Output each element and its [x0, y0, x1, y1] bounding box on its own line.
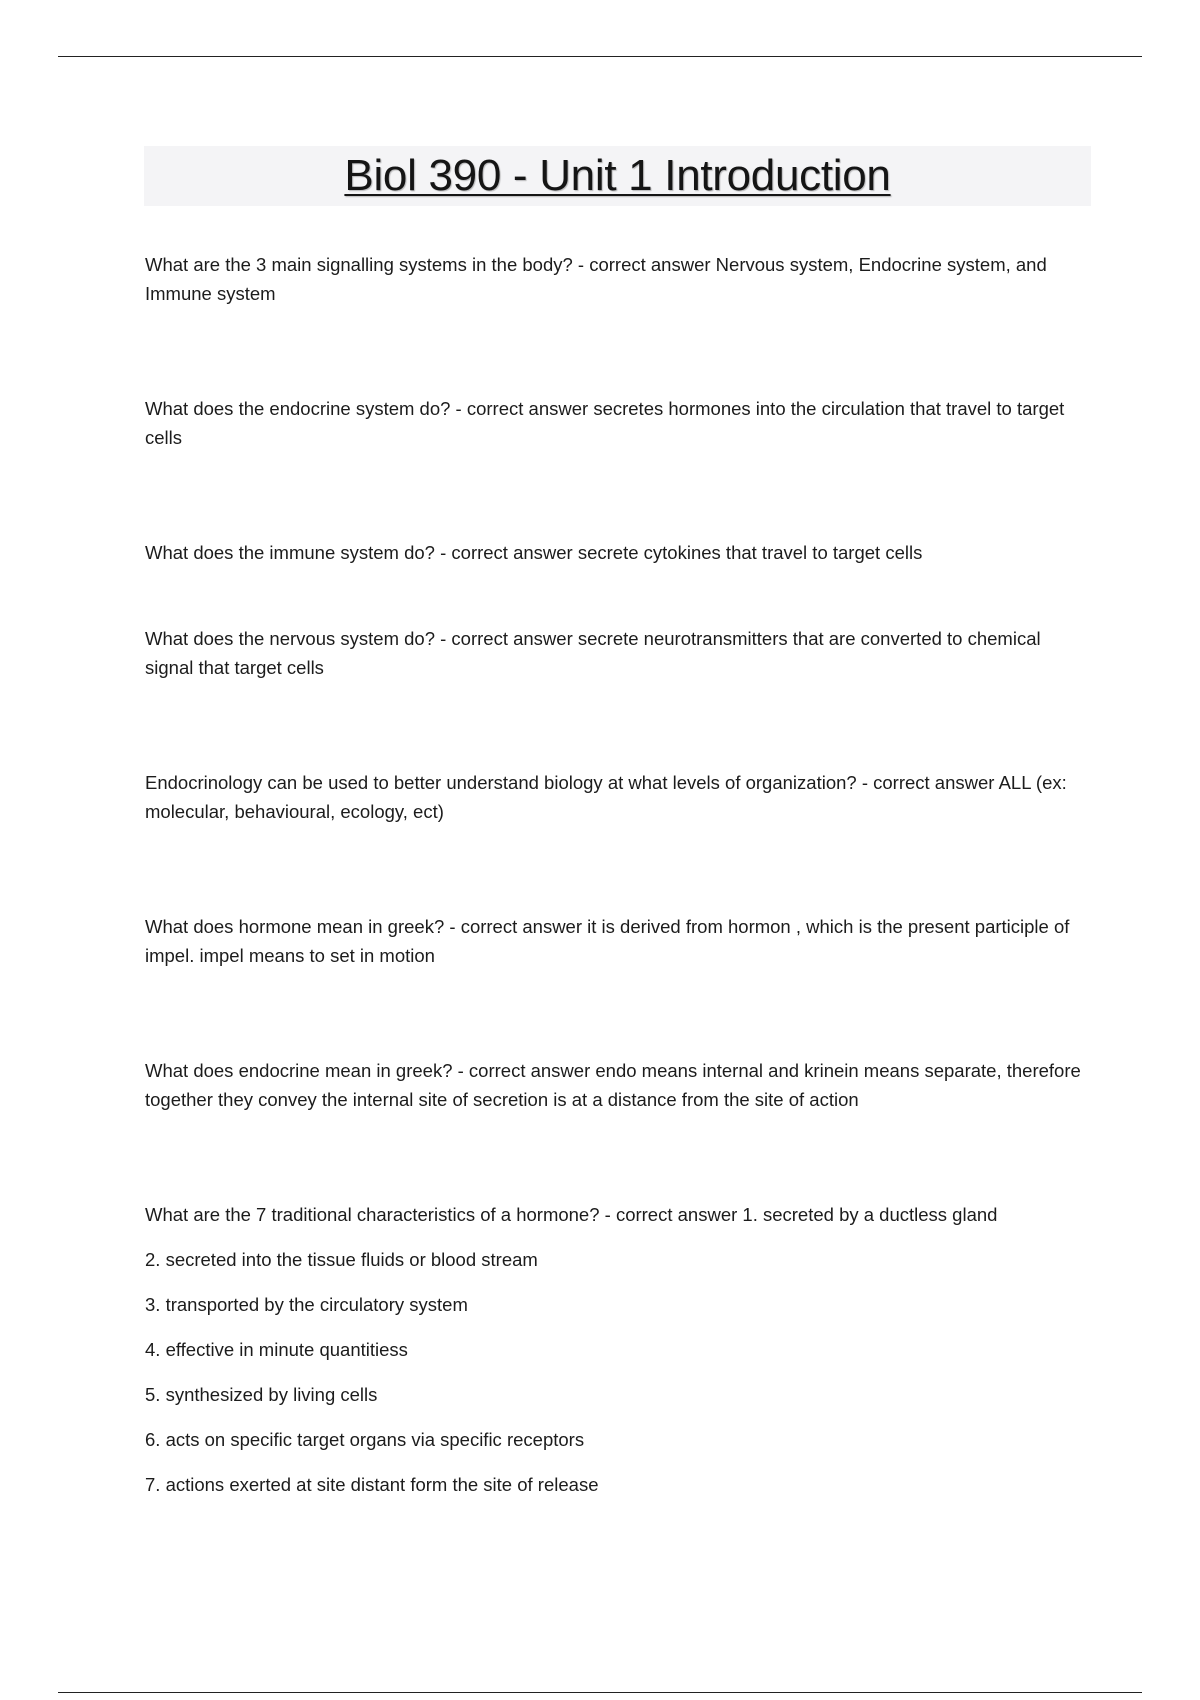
list-item: 2. secreted into the tissue fluids or blood stream — [145, 1249, 538, 1270]
qa-nervous-system: What does the nervous system do? - correct answer secrete neurotransmitters that are converted to chemical signal that target cells — [145, 628, 1041, 678]
qa-endocrinology-levels: Endocrinology can be used to better understand biology at what levels of organization? - correct answer ALL (ex: molecular, behavioural, ecology, ect) — [145, 772, 1067, 822]
list-item: 4. effective in minute quantitiess — [145, 1339, 408, 1360]
bottom-rule — [58, 1692, 1142, 1693]
qa-endocrine-greek: What does endocrine mean in greek? - correct answer endo means internal and krinein means separate, therefore together they convey the internal site of secretion is at a distance from the site of action — [145, 1060, 1081, 1110]
list-item: 7. actions exerted at site distant form the site of release — [145, 1474, 599, 1495]
top-rule — [58, 56, 1142, 57]
qa-immune-system: What does the immune system do? - correct answer secrete cytokines that travel to target cells — [145, 542, 923, 563]
characteristics-list — [145, 1245, 1090, 1499]
list-item: 3. transported by the circulatory system — [145, 1294, 468, 1315]
list-item: 6. acts on specific target organs via specific receptors — [145, 1429, 585, 1450]
qa-hormone-characteristics: What are the 7 traditional characteristics of a hormone? - correct answer 1. secreted by a ductless gland — [145, 1204, 998, 1225]
qa-hormone-greek: What does hormone mean in greek? - correct answer it is derived from hormon , which is the present participle of impel. impel means to set in motion — [145, 916, 1070, 966]
title-banner — [144, 146, 1091, 206]
qa-signalling-systems: What are the 3 main signalling systems in the body? - correct answer Nervous system, Endocrine system, and Immune system — [145, 254, 1047, 304]
qa-endocrine-system: What does the endocrine system do? - correct answer secretes hormones into the circulation that travel to target cells — [145, 398, 1065, 448]
list-item: 5. synthesized by living cells — [145, 1384, 378, 1405]
page-title: Biol 390 - Unit 1 Introduction — [344, 151, 891, 200]
document-body — [145, 250, 1090, 1499]
